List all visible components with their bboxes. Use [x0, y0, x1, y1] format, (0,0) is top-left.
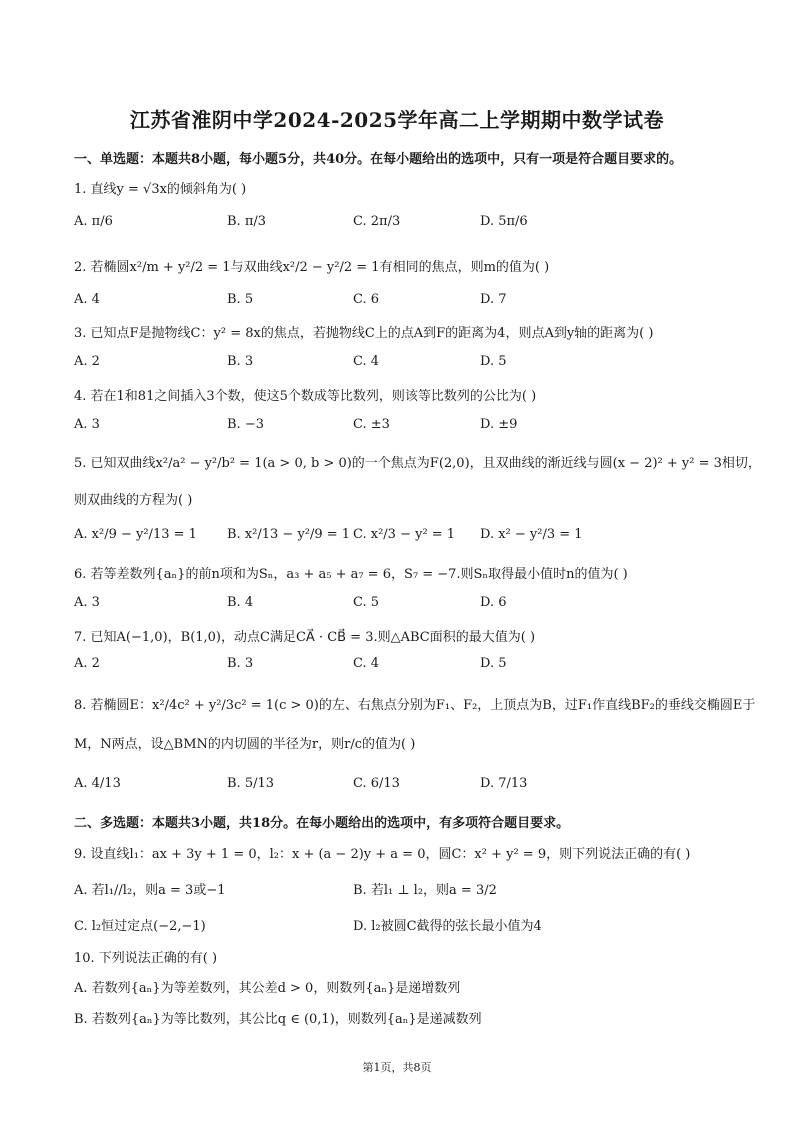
q1-option-c: C. 2π/3 [353, 214, 401, 229]
q7-option-c: C. 4 [353, 656, 380, 671]
q8-option-b: B. 5/13 [227, 776, 275, 791]
question-8-cont: M，N两点，设△BMN的内切圆的半径为r，则r/c的值为( ) [74, 737, 416, 752]
q8-option-d: D. 7/13 [480, 776, 528, 791]
q8-option-c: C. 6/13 [353, 776, 400, 791]
section-2-heading: 二、多选题：本题共3小题，共18分。在每小题给出的选项中，有多项符合题目要求。 [74, 816, 570, 831]
q5-option-d: D. x² − y²/3 = 1 [480, 527, 583, 542]
q3-option-c: C. 4 [353, 354, 380, 369]
question-10: 10. 下列说法正确的有( ) [74, 951, 218, 966]
q9-option-a: A. 若l₁//l₂，则a = 3或−1 [74, 883, 226, 898]
q3-option-b: B. 3 [227, 354, 254, 369]
q10-option-b: B. 若数列{aₙ}为等比数列，其公比q ∈ (0,1)，则数列{aₙ}是递减数列 [74, 1012, 482, 1027]
q4-option-b: B. −3 [227, 417, 264, 432]
q2-option-a: A. 4 [74, 292, 100, 307]
question-7: 7. 已知A(−1,0)，B(1,0)，动点C满足CA⃗ · CB⃗ = 3.则△ABC面积的最大值为( ) [74, 630, 536, 645]
q5-option-a: A. x²/9 − y²/13 = 1 [74, 527, 197, 542]
q4-option-c: C. ±3 [353, 417, 390, 432]
question-9: 9. 设直线l₁：ax + 3y + 1 = 0，l₂：x + (a − 2)y + a = 0，圆C：x² + y² = 9，则下列说法正确的有( ) [74, 847, 691, 862]
q10-option-a: A. 若数列{aₙ}为等差数列，其公差d > 0，则数列{aₙ}是递增数列 [74, 981, 461, 996]
question-6: 6. 若等差数列{aₙ}的前n项和为Sₙ，a₃ + a₅ + a₇ = 6，S₇ = −7.则Sₙ取得最小值时n的值为( ) [74, 567, 628, 582]
q1-option-a: A. π/6 [74, 214, 113, 229]
q7-option-a: A. 2 [74, 656, 100, 671]
question-5-cont: 则双曲线的方程为( ) [74, 493, 193, 508]
q3-option-d: D. 5 [480, 354, 507, 369]
q6-option-b: B. 4 [227, 595, 254, 610]
q9-option-c: C. l₂恒过定点(−2,−1) [74, 919, 206, 934]
question-5: 5. 已知双曲线x²/a² − y²/b² = 1(a > 0, b > 0)的一个焦点为F(2,0)，且双曲线的渐近线与圆(x − 2)² + y² = 3相切， [74, 456, 761, 471]
q1-option-d: D. 5π/6 [480, 214, 528, 229]
question-3: 3. 已知点F是抛物线C：y² = 8x的焦点，若抛物线C上的点A到F的距离为4，则点A到y轴的距离为( ) [74, 326, 654, 341]
question-2: 2. 若椭圆x²/m + y²/2 = 1与双曲线x²/2 − y²/2 = 1有相同的焦点，则m的值为( ) [74, 260, 550, 275]
exam-title: 江苏省淮阴中学2024-2025学年高二上学期期中数学试卷 [129, 108, 665, 132]
q5-option-b: B. x²/13 − y²/9 = 1 [227, 527, 351, 542]
question-8: 8. 若椭圆E：x²/4c² + y²/3c² = 1(c > 0)的左、右焦点分别为F₁、F₂，上顶点为B，过F₁作直线BF₂的垂线交椭圆E于 [74, 698, 756, 713]
q6-option-d: D. 6 [480, 595, 507, 610]
q8-option-a: A. 4/13 [74, 776, 121, 791]
q2-option-d: D. 7 [480, 292, 507, 307]
page-footer: 第1页，共8页 [362, 1061, 432, 1074]
q2-option-c: C. 6 [353, 292, 380, 307]
section-1-heading: 一、单选题：本题共8小题，每小题5分，共40分。在每小题给出的选项中，只有一项是符合题目要求的。 [74, 152, 683, 167]
q6-option-c: C. 5 [353, 595, 380, 610]
q5-option-c: C. x²/3 − y² = 1 [353, 527, 456, 542]
q9-option-b: B. 若l₁ ⊥ l₂，则a = 3/2 [353, 883, 497, 898]
q6-option-a: A. 3 [74, 595, 100, 610]
q4-option-a: A. 3 [74, 417, 100, 432]
q7-option-d: D. 5 [480, 656, 507, 671]
q4-option-d: D. ±9 [480, 417, 518, 432]
question-1: 1. 直线y = √3x的倾斜角为( ) [74, 182, 247, 197]
q2-option-b: B. 5 [227, 292, 254, 307]
q3-option-a: A. 2 [74, 354, 100, 369]
q1-option-b: B. π/3 [227, 214, 267, 229]
question-4: 4. 若在1和81之间插入3个数，使这5个数成等比数列，则该等比数列的公比为( ) [74, 389, 537, 404]
q7-option-b: B. 3 [227, 656, 254, 671]
q9-option-d: D. l₂被圆C截得的弦长最小值为4 [353, 919, 542, 934]
